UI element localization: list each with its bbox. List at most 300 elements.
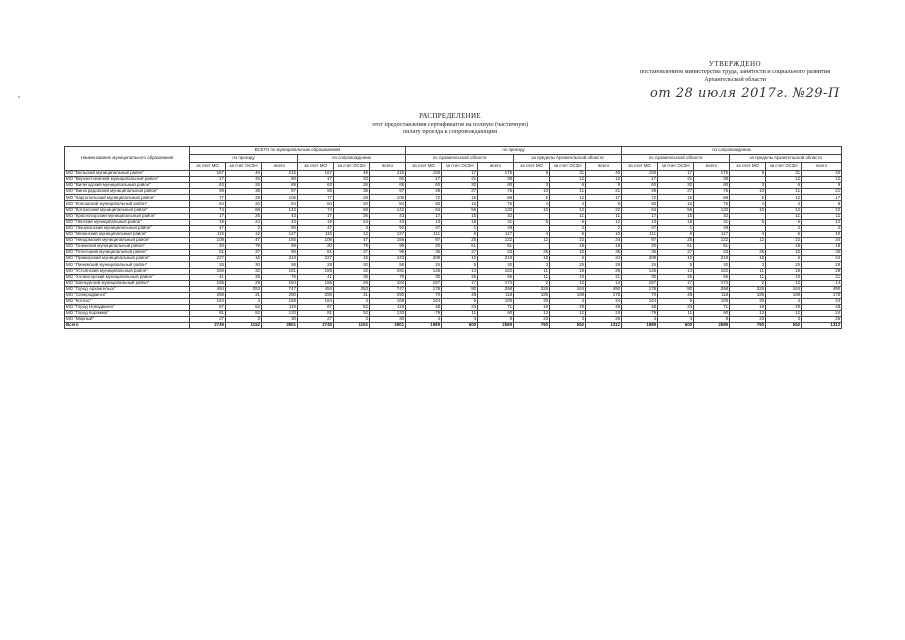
value-cell: 32 [694,213,730,219]
value-cell: 97 [262,189,298,195]
value-cell: 115 [298,231,334,237]
value-cell: 119 [262,305,298,311]
value-cell: 55 [478,274,514,280]
value-cell: 209 [622,256,658,262]
value-cell: 155 [298,280,334,286]
value-cell: 18 [550,244,586,250]
value-cell: 77 [298,195,334,201]
value-cell: 27 [298,317,334,323]
value-cell: 747 [262,286,298,292]
value-cell: 90 [694,311,730,317]
value-cell: 18 [514,256,550,262]
value-cell: 37 [226,250,262,256]
sub-a2-header: за пределы Архангельской области [514,155,622,163]
value-cell: 10 [442,256,478,262]
value-cell: 2 [586,225,622,231]
value-cell: 158 [406,171,442,177]
value-cell: 10 [730,189,766,195]
value-cell: 175 [694,171,730,177]
value-cell: 63 [478,250,514,256]
value-cell: 4 [550,298,586,304]
value-cell: 1989 [622,323,658,329]
value-cell: 76 [478,201,514,207]
value-cell: 30 [406,274,442,280]
value-cell: 12 [766,195,802,201]
value-cell: 31 [694,219,730,225]
value-cell: 81 [694,244,730,250]
leaf-header-cell: за счет МО [730,163,766,171]
value-cell: 97 [406,238,442,244]
value-cell: 26 [334,213,370,219]
value-cell: 164 [298,298,334,304]
value-cell: 59 [298,189,334,195]
leaf-header-cell: за счет МО [406,163,442,171]
value-cell: 61 [190,250,226,256]
value-cell: 18 [442,219,478,225]
value-cell: 12 [226,231,262,237]
municipality-name-cell: МО "Плесецкий муниципальный район" [65,250,190,256]
value-cell: 174 [478,280,514,286]
value-cell: 26 [334,183,370,189]
value-cell: 1152 [226,323,262,329]
value-cell: 63 [694,250,730,256]
value-cell: 10 [514,189,550,195]
value-cell: 27 [442,250,478,256]
value-cell: 29 [226,280,262,286]
value-cell: 2 [550,225,586,231]
value-cell: 494 [298,286,334,292]
value-cell: 26 [226,183,262,189]
value-cell: 21 [586,274,622,280]
value-cell: 10 [514,207,550,213]
value-cell: 4 [334,298,370,304]
value-cell: 11 [550,189,586,195]
value-cell: 164 [622,298,658,304]
value-cell: 38 [694,177,730,183]
value-cell: 32 [334,268,370,274]
value-cell: 20 [658,183,694,189]
value-cell: 13 [406,219,442,225]
value-cell: 11 [586,213,622,219]
leaf-header-cell: за счет ОСЗН [226,163,262,171]
municipality-name-cell: МО "Красноборский муниципальный район" [65,213,190,219]
value-cell: 16 [334,256,370,262]
value-cell: 79 [406,311,442,317]
value-cell: 552 [766,323,802,329]
value-cell: 6 [766,231,802,237]
value-cell: 133 [262,311,298,317]
col-name-header: Наименование муниципального образования [65,147,190,171]
municipality-name-cell: МО "Ленский муниципальный район" [65,219,190,225]
value-cell: 120 [478,207,514,213]
value-cell: 48 [658,292,694,298]
value-cell: 122 [478,238,514,244]
value-cell: 18 [766,244,802,250]
value-cell: 56 [658,207,694,213]
value-cell: 31 [478,219,514,225]
sub-b2-header: за пределы Архангельской области [730,155,842,163]
value-cell: 31 [226,292,262,298]
value-cell: 59 [190,189,226,195]
municipality-name-cell: МО "Мезенский муниципальный район" [65,231,190,237]
value-cell: 3 [226,225,262,231]
value-cell: 80 [694,183,730,189]
leaf-header-cell: за счет ОСЗН [766,163,802,171]
value-cell: 18 [730,256,766,262]
value-cell: 25 [442,238,478,244]
value-cell: 169 [694,298,730,304]
value-cell: 12 [586,177,622,183]
value-cell: 159 [190,268,226,274]
value-cell: 14 [586,280,622,286]
value-cell: 17 [190,213,226,219]
value-cell: 760 [514,323,550,329]
value-cell: 1 [658,225,694,231]
value-cell: 50 [370,177,406,183]
value-cell: 17 [658,171,694,177]
municipality-name-cell: МО "Каргопольский муниципальный район" [65,195,190,201]
value-cell: 79 [226,244,262,250]
value-cell: 99 [262,244,298,250]
value-cell: 34 [802,238,842,244]
value-cell: 15 [442,213,478,219]
municipality-name-cell: МО "Холмогорский муниципальный район" [65,274,190,280]
value-cell: 20 [190,244,226,250]
value-cell: 22 [802,207,842,213]
value-cell: 22 [766,238,802,244]
value-cell: 24 [586,256,622,262]
value-cell: 12 [550,177,586,183]
value-cell: 80 [478,183,514,189]
value-cell: 4 [550,201,586,207]
value-cell: 25 [622,262,658,268]
value-cell: 67 [190,305,226,311]
sub-t1-header: по проезду [190,155,298,163]
value-cell: 35 [226,274,262,280]
value-cell: 38 [334,189,370,195]
value-cell: 28 [298,262,334,268]
value-cell: 88 [478,195,514,201]
value-cell: 11 [550,213,586,219]
value-cell: 2749 [298,323,334,329]
value-cell: 105 [262,195,298,201]
approval-line1: постановлением министерства труда, занятости и социального развития [639,68,831,75]
value-cell: 6 [730,219,766,225]
value-cell: 48 [802,305,842,311]
value-cell: 156 [262,238,298,244]
value-cell: 25 [658,238,694,244]
value-cell: 60 [406,201,442,207]
leaf-header-cell: всего [802,163,842,171]
value-cell: 76 [370,274,406,280]
value-cell: 56 [442,207,478,213]
value-cell: 157 [622,280,658,286]
value-cell: 747 [370,286,406,292]
value-cell: 98 [370,250,406,256]
value-cell: 50 [262,177,298,183]
value-cell: 32 [226,268,262,274]
value-cell: 109 [298,238,334,244]
value-cell: 72 [622,195,658,201]
value-cell: 11 [766,213,802,219]
leaf-header-cell: за счет МО [514,163,550,171]
value-cell: 259 [298,292,334,298]
value-cell: 6 [766,219,802,225]
value-cell: 169 [478,298,514,304]
value-cell: 178 [406,286,442,292]
value-cell: 41 [190,274,226,280]
value-cell: 48 [442,292,478,298]
value-cell: 142 [262,207,298,213]
leaf-header-cell: за счет ОСЗН [334,163,370,171]
value-cell: 31 [766,171,802,177]
value-cell: 21 [802,274,842,280]
value-cell: 27 [190,317,226,323]
value-cell: 35 [334,274,370,280]
value-cell: 80 [658,286,694,292]
value-cell: 109 [190,238,226,244]
value-cell: 97 [622,238,658,244]
value-cell: 4 [226,298,262,304]
value-cell: 219 [478,256,514,262]
value-cell: 64 [622,207,658,213]
group-b-header: по сопровождению [622,147,842,155]
value-cell: 27 [658,189,694,195]
document-heading [300,113,600,136]
value-cell: 11 [514,274,550,280]
value-cell: 14 [442,268,478,274]
leaf-header-cell: за счет ОСЗН [442,163,478,171]
value-cell: 52 [226,305,262,311]
distribution-table [64,146,842,329]
value-cell: 23 [730,317,766,323]
value-cell: 118 [478,292,514,298]
value-cell: 6 [550,183,586,189]
value-cell: 19 [730,305,766,311]
value-cell: 3 [730,183,766,189]
value-cell: 60 [622,201,658,207]
value-cell: 24 [226,219,262,225]
value-cell: 24 [802,256,842,262]
value-cell: 6 [766,256,802,262]
value-cell: 258 [694,286,730,292]
value-cell: 74 [190,207,226,213]
value-cell: 3 [730,262,766,268]
value-cell: 3 [514,183,550,189]
value-cell: 76 [262,274,298,280]
value-cell: 41 [298,274,334,280]
value-cell: 760 [730,323,766,329]
value-cell: 162 [478,268,514,274]
value-cell: 290 [370,292,406,298]
value-cell: 24 [334,219,370,225]
value-cell: 4 [658,317,694,323]
leaf-header-cell: за счет ОСЗН [658,163,694,171]
municipality-name-cell: МО "Верхнетоемский муниципальный район" [65,177,190,183]
value-cell: 68 [226,207,262,213]
value-cell: 25 [406,262,442,268]
value-cell: 105 [370,195,406,201]
value-cell: 21 [658,177,694,183]
value-cell: 11 [802,213,842,219]
value-cell: 79 [334,244,370,250]
value-cell: 67 [298,305,334,311]
value-cell: 38 [226,189,262,195]
value-cell: 3 [334,317,370,323]
value-cell: 11 [730,268,766,274]
value-cell: 12 [766,311,802,317]
value-cell: 36 [406,250,442,256]
value-cell: 28 [334,195,370,201]
value-cell: 61 [658,244,694,250]
value-cell: 12 [514,238,550,244]
leaf-header-cell: всего [370,163,406,171]
value-cell: 1152 [334,323,370,329]
value-cell: 30 [334,262,370,268]
value-cell: 184 [262,280,298,286]
value-cell: 12 [586,219,622,225]
value-cell: 24 [586,311,622,317]
value-cell: 3901 [370,323,406,329]
value-cell: 16 [226,256,262,262]
value-cell: 133 [370,311,406,317]
value-cell: 2749 [190,323,226,329]
value-cell: 47 [226,238,262,244]
value-cell: 253 [334,286,370,292]
value-cell: 48 [586,305,622,311]
value-cell: 68 [334,207,370,213]
value-cell: 23 [658,305,694,311]
approval-title: УТВЕРЖДЕНО [708,60,762,68]
group-total-header: ВСЕГО по муниципальным образованиям [190,147,406,155]
value-cell: 189 [730,292,766,298]
value-cell: 167 [298,171,334,177]
value-cell: 26 [586,317,622,323]
value-cell: 35 [802,250,842,256]
value-cell: 4 [442,317,478,323]
value-cell: 189 [514,292,550,298]
value-cell: 48 [334,171,370,177]
value-cell: 25 [514,250,550,256]
value-cell: 27 [442,189,478,195]
value-cell: 10 [550,250,586,256]
value-cell: 47 [334,238,370,244]
value-cell: 157 [406,280,442,286]
value-cell: 71 [694,305,730,311]
value-cell: 48 [226,171,262,177]
municipality-name-cell: МО "Котласский муниципальный район" [65,207,190,213]
value-cell: 10 [586,231,622,237]
value-cell: 49 [406,189,442,195]
value-cell: 28 [802,262,842,268]
value-cell: 2589 [478,323,514,329]
value-cell: 11 [442,311,478,317]
value-cell: 6 [550,219,586,225]
value-cell: 12 [766,280,802,286]
value-cell: 17 [298,213,334,219]
value-cell: 10 [550,274,586,280]
value-cell: 10 [766,274,802,280]
value-cell: 30 [622,274,658,280]
value-cell: 178 [622,286,658,292]
value-cell: 168 [370,298,406,304]
value-cell: 29 [802,268,842,274]
value-cell: 64 [298,201,334,207]
value-cell: 3 [550,317,586,323]
value-cell: 3 [334,225,370,231]
value-cell: 63 [190,183,226,189]
value-cell: 18 [586,244,622,250]
value-cell: 9 [514,171,550,177]
value-cell: 17 [442,280,478,286]
value-cell: 17 [802,195,842,201]
value-cell: 47 [622,225,658,231]
value-cell: 79 [622,311,658,317]
value-cell: 29 [550,305,586,311]
value-cell: 64 [406,207,442,213]
municipality-name-cell: Всего [65,323,190,329]
value-cell: 10 [658,256,694,262]
value-cell: 3901 [262,323,298,329]
value-cell: 2 [514,280,550,286]
value-cell: 37 [334,250,370,256]
value-cell: 38 [478,177,514,183]
value-cell: 24 [802,298,842,304]
value-cell: 47 [298,225,334,231]
value-cell: 76 [694,189,730,195]
value-cell: 48 [478,225,514,231]
value-cell: 50 [262,225,298,231]
value-cell: 169 [550,292,586,298]
value-cell: 71 [478,305,514,311]
value-cell: 76 [694,201,730,207]
leaf-header-cell: всего [694,163,730,171]
value-cell: 35 [586,250,622,256]
municipality-name-cell: МО "Коношский муниципальный район" [65,201,190,207]
value-cell: 23 [442,305,478,311]
value-cell: 243 [370,256,406,262]
municipality-name-cell: МО "Приморский муниципальный район" [65,256,190,262]
value-cell: 76 [478,189,514,195]
value-cell: 47 [190,225,226,231]
handwritten-date: от 28 июля 2017г. №29-П [650,86,840,101]
value-cell: 89 [370,183,406,189]
value-cell: 34 [586,238,622,244]
value-cell: 21 [802,189,842,195]
value-cell: 117 [694,231,730,237]
value-cell: 219 [694,256,730,262]
value-cell: 156 [370,238,406,244]
value-cell: 61 [298,250,334,256]
value-cell: 552 [550,323,586,329]
value-cell: 191 [370,268,406,274]
value-cell: 4 [766,201,802,207]
value-cell: 600 [442,323,478,329]
value-cell: 12 [766,177,802,183]
value-cell: 169 [766,292,802,298]
value-cell: 4 [514,201,550,207]
value-cell: 175 [478,171,514,177]
value-cell: 3 [766,317,802,323]
value-cell: 26 [226,213,262,219]
value-cell: 81 [298,311,334,317]
value-cell: 18 [802,244,842,250]
municipality-name-cell: МО "Устьянский муниципальный район" [65,268,190,274]
value-cell: 167 [190,171,226,177]
value-cell: 178 [802,292,842,298]
value-cell: 1 [442,225,478,231]
municipality-name-cell: МО "Няндомский муниципальный район" [65,238,190,244]
